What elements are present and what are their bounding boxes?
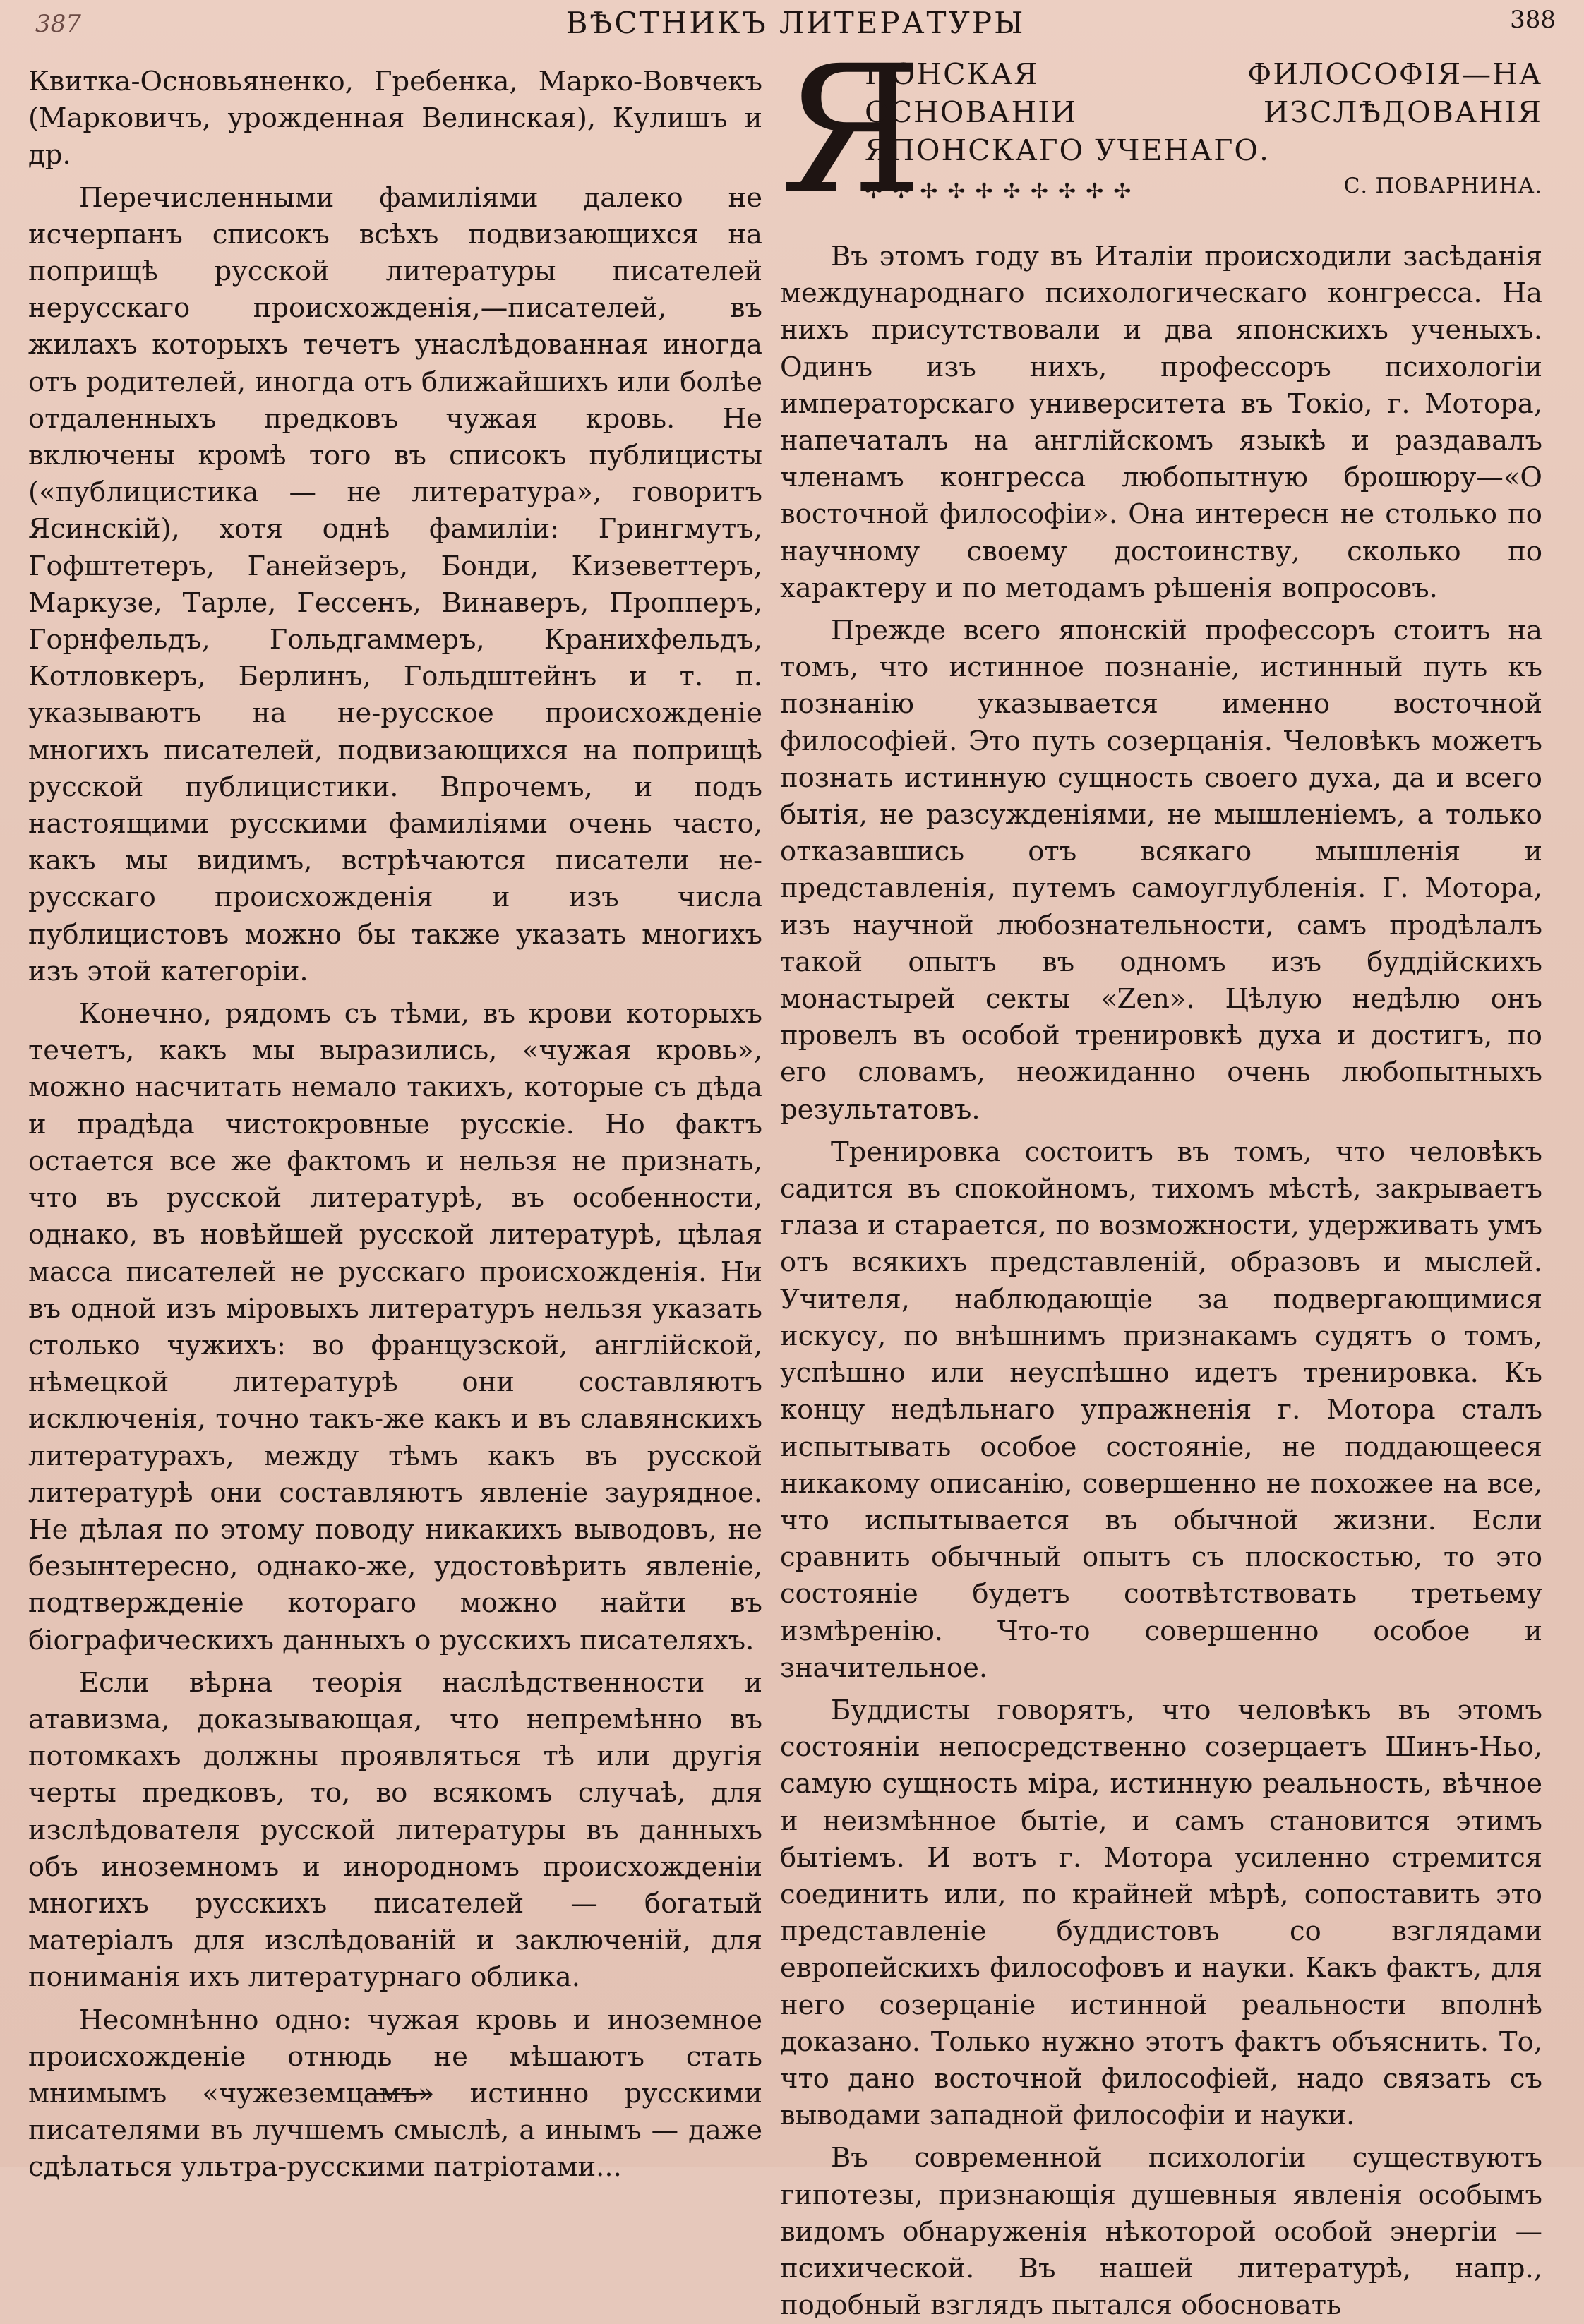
article-title: ПОНСКАЯ ФИЛОСОФІЯ—НА ОСНОВАНІИ ИЗСЛѢДОВАНІЯ ЯПОНСКАГО УЧЕНАГО.	[865, 57, 1542, 167]
drop-cap: Я	[780, 28, 923, 233]
article-paragraph-4: Буддисты говорятъ, что человѣкъ въ этомъ состояніи непосредственно созерцаетъ Шинъ-Ньо, самую сущность міра, истинную реальность, вѣчное и неизмѣнное бытіе, и самъ становится этимъ бытіемъ. И вотъ г. Мотора усиленно стремится соединить или, по крайней мѣрѣ, сопоставить это представленіе буддистовъ со взглядами европейскихъ философовъ и науки. Какъ фактъ, для него созерцаніе истинной реальности вполнѣ доказано. Только нужно этотъ фактъ объяснить. То, что дано восточной философіей, надо связать съ выводами западной философіи и науки.	[780, 1694, 1542, 2132]
section-end-rule	[367, 2093, 431, 2095]
left-column	[28, 64, 762, 2184]
page-number-left: 387	[35, 10, 81, 38]
article-paragraph-3: Тренировка состоитъ въ томъ, что человѣкъ садится въ спокойномъ, тихомъ мѣстѣ, закрываетъ глаза и старается, по возможности, удерживать умъ отъ всякихъ представленій, образовъ и мыслей. Учителя, наблюдающіе за подвергающимися искусу, по внѣшнимъ признакамъ судятъ о томъ, успѣшно или неуспѣшно идетъ тренировка. Къ концу недѣльнаго упражненія г. Мотора сталъ испытывать особое состояніе, не поддающееся никакому описанію, совершенно не похожее на все, что испытывается въ обычной жизни. Если сравнить обычный опытъ съ плоскостью, то это состояніе будетъ соотвѣтствовать третьему измѣренію. Что-то совершенно особое и значительное.	[780, 1136, 1542, 1684]
article-heading	[780, 28, 1542, 233]
left-paragraph-1: Квитка-Основьяненко, Гребенка, Марко-Вовчекъ (Марковичъ, урожденная Велинская), Кулишъ и др.	[28, 66, 762, 171]
article-paragraph-2: Прежде всего японскій профессоръ стоитъ на томъ, что истинное познаніе, истинный путь къ познанію указывается именно восточной философіей. Это путь созерцанія. Человѣкъ можетъ познать истинную сущность своего духа, да и всего бытія, не разсужденіями, не мышленіемъ, а только отказавшись отъ всякаго мышленія и представленія, путемъ самоуглубленія. Г. Мотора, изъ научной любознательности, самъ продѣлалъ такой опытъ въ одномъ изъ буддійскихъ монастырей секты «Zen». Цѣлую недѣлю онъ провелъ въ особой тренировкѣ духа и достигъ, по его словамъ, неожиданно очень любопытныхъ результатовъ.	[780, 615, 1542, 1126]
article-paragraph-1: Въ этомъ году въ Италіи происходили засѣданія международнаго психологическаго конгресса. На нихъ присутствовали и два японскихъ ученыхъ. Одинъ изъ нихъ, профессоръ психологіи императорскаго университета въ Токіо, г. Мотора, напечаталъ на англійскомъ языкѣ и раздавалъ членамъ конгресса любопытную брошюру—«О восточной философіи». Она интересн не столько по научному своему достоинству, сколько по характеру и по методамъ рѣшенія вопросовъ.	[780, 241, 1542, 604]
left-paragraph-2: Перечисленными фамиліями далеко не исчерпанъ списокъ всѣхъ подвизающихся на поприщѣ русской литературы писателей нерусскаго происхожденія,—писателей, въ жилахъ которыхъ течетъ унаслѣдованная иногда отъ родителей, иногда отъ ближайшихъ или болѣе отдаленныхъ предковъ чужая кровь. Не включены кромѣ того въ списокъ публицисты («публицистика — не литература», говоритъ Ясинскій), хотя однѣ фамиліи: Грингмутъ, Гофштетеръ, Ганейзеръ, Бонди, Кизеветтеръ, Маркузе, Тарле, Гессенъ, Винаверъ, Проппeръ, Горнфельдъ, Гольдгаммеръ, Кранихфельдъ, Котловкеръ, Берлинъ, Гольдштейнъ и т. п. указываютъ на не-русское происхожденіе многихъ писателей, подвизающихся на поприщѣ русской публицистики. Впрочемъ, и подъ настоящими русскими фамиліями очень часто, какъ мы видимъ, встрѣчаются писатели не-русскаго происхожденія и изъ числа публицистовъ можно бы также указать многихъ изъ этой категоріи.	[28, 181, 762, 987]
journal-title: ВѢСТНИКЪ ЛИТЕРАТУРЫ	[565, 6, 1026, 40]
left-paragraph-3: Конечно, рядомъ съ тѣми, въ крови которыхъ течетъ, какъ мы выразились, «чужая кровь», можно насчитать немало такихъ, которые съ дѣда и прадѣда чистокровные русскіе. Но фактъ остается все же фактомъ и нельзя не признать, что въ русской литературѣ, въ особенности, однако, въ новѣйшей русской литературѣ, цѣлая масса писателей не русскаго происхожденія. Ни въ одной изъ міровыхъ литературъ нельзя указать столько чужихъ: во французской, англійской, нѣмецкой литературѣ они составляютъ исключенія, точно такъ-же какъ и въ славянскихъ литературахъ, между тѣмъ какъ въ русской литературѣ они составляютъ явленіе заурядное. Не дѣлая по этому поводу никакихъ выводовъ, не безынтересно, однако-же, удостовѣрить явленіе, подтвержденіе котораго можно найти въ біографическихъ данныхъ о русскихъ писателяхъ.	[28, 998, 762, 1656]
right-column	[780, 28, 1542, 2322]
left-paragraph-5: Несомнѣнно одно: чужая кровь и иноземное происхожденіе отнюдь не мѣшаютъ стать мнимымъ «чужеземцамъ» истинно русскими писателями въ лучшемъ смыслѣ, а инымъ — даже сдѣлаться ультра-русскими патріотами...	[28, 2004, 762, 2184]
article-author: С. ПОВАРНИНА.	[1343, 174, 1542, 198]
ornament-stars: ✢✢✢✢✢✢✢✢✢✢	[865, 179, 1141, 204]
article-paragraph-5: Въ современной психологіи существуютъ гипотезы, признающія душевныя явленія особымъ видомъ обнаруженія нѣкоторой особой энергіи — психической. Въ нашей литературѣ, напр., подобный взглядъ пытался обосновать	[780, 2142, 1542, 2322]
left-paragraph-4: Если вѣрна теорія наслѣдственности и атавизма, доказывающая, что непремѣнно въ потомкахъ должны проявляться тѣ или другія черты предковъ, то, во всякомъ случаѣ, для изслѣдователя русской литературы въ данныхъ объ иноземномъ и инородномъ происхожденіи многихъ русскихъ писателей — богатый матеріалъ для изслѣдованій и заключеній, для пониманія ихъ литературнаго облика.	[28, 1666, 762, 1994]
page-number-right: 388	[1510, 6, 1556, 34]
